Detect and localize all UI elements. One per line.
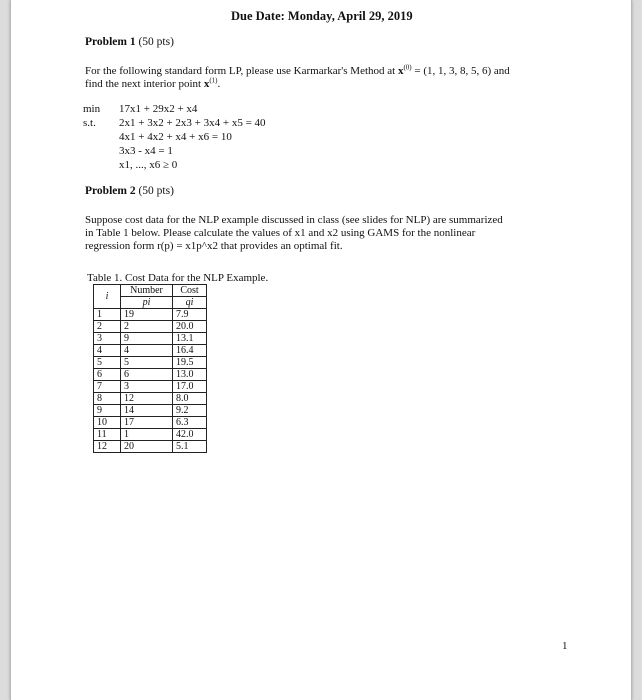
header-cost: Cost xyxy=(173,285,207,297)
problem-1-line-2 xyxy=(85,78,510,91)
row-cost-cell: 8.0 xyxy=(173,393,207,405)
row-cost-cell: 16.4 xyxy=(173,345,207,357)
row-index-cell: 6 xyxy=(94,369,121,381)
problem-1-points: (50 pts) xyxy=(138,36,174,48)
row-index-cell: 11 xyxy=(94,429,121,441)
problem-1-label: Problem 1 xyxy=(85,36,136,48)
problem-1-line-2-start: find the next interior point xyxy=(85,78,204,90)
lp-constraint: 4x1 + 4x2 + x4 + x6 = 10 xyxy=(119,131,232,143)
row-number-cell: 5 xyxy=(121,357,173,369)
page-number: 1 xyxy=(562,640,568,652)
row-number-cell: 6 xyxy=(121,369,173,381)
problem-2-points: (50 pts) xyxy=(138,185,174,197)
x0-superscript: (0) xyxy=(403,63,412,72)
table-row xyxy=(94,393,207,405)
row-cost-cell: 13.1 xyxy=(173,333,207,345)
header-number: Number xyxy=(121,285,173,297)
problem-2-line: in Table 1 below. Please calculate the values of x1 and x2 using GAMS for the nonlinear xyxy=(85,227,476,239)
row-index-cell: 2 xyxy=(94,321,121,333)
row-number-cell: 14 xyxy=(121,405,173,417)
subheader-p: pi xyxy=(121,297,173,309)
problem-1-line-1-end: = (1, 1, 3, 8, 5, 6) and xyxy=(411,65,510,77)
lp-constraint: 3x3 - x4 = 1 xyxy=(119,145,173,157)
table-row xyxy=(94,345,207,357)
document-page xyxy=(10,0,632,700)
table-row xyxy=(94,333,207,345)
row-index-cell: 1 xyxy=(94,309,121,321)
table-caption: Table 1. Cost Data for the NLP Example. xyxy=(87,272,269,284)
problem-1-line-2-end: . xyxy=(217,78,221,90)
table-row xyxy=(94,441,207,453)
row-cost-cell: 6.3 xyxy=(173,417,207,429)
x0-symbol: x xyxy=(397,65,404,77)
table-header-row xyxy=(94,285,207,297)
row-cost-cell: 9.2 xyxy=(173,405,207,417)
table-row xyxy=(94,369,207,381)
cost-data-table xyxy=(93,284,207,453)
row-number-cell: 12 xyxy=(121,393,173,405)
table-row xyxy=(94,381,207,393)
row-index-cell: 8 xyxy=(94,393,121,405)
header-i: i xyxy=(94,285,121,309)
problem-2-title xyxy=(85,185,174,197)
problem-1-line-1 xyxy=(85,65,510,78)
row-cost-cell: 17.0 xyxy=(173,381,207,393)
lp-constraint: 2x1 + 3x2 + 2x3 + 3x4 + x5 = 40 xyxy=(119,117,266,129)
lp-nonnegativity: x1, ..., x6 ≥ 0 xyxy=(119,159,178,171)
row-cost-cell: 19.5 xyxy=(173,357,207,369)
row-index-cell: 5 xyxy=(94,357,121,369)
row-cost-cell: 5.1 xyxy=(173,441,207,453)
table-body xyxy=(94,309,207,453)
row-number-cell: 17 xyxy=(121,417,173,429)
row-number-cell: 1 xyxy=(121,429,173,441)
lp-objective: 17x1 + 29x2 + x4 xyxy=(119,103,198,115)
row-number-cell: 19 xyxy=(121,309,173,321)
table-row xyxy=(94,357,207,369)
problem-2-line: regression form r(p) = x1p^x2 that provides an optimal fit. xyxy=(85,240,343,252)
row-index-cell: 9 xyxy=(94,405,121,417)
row-number-cell: 2 xyxy=(121,321,173,333)
row-number-cell: 20 xyxy=(121,441,173,453)
problem-1-text xyxy=(85,65,510,91)
x1-symbol: x xyxy=(203,78,210,90)
row-index-cell: 4 xyxy=(94,345,121,357)
row-index-cell: 12 xyxy=(94,441,121,453)
row-index-cell: 3 xyxy=(94,333,121,345)
row-index-cell: 10 xyxy=(94,417,121,429)
row-cost-cell: 20.0 xyxy=(173,321,207,333)
row-number-cell: 9 xyxy=(121,333,173,345)
table-row xyxy=(94,429,207,441)
table-row xyxy=(94,309,207,321)
lp-st-label: s.t. xyxy=(83,117,96,129)
row-cost-cell: 42.0 xyxy=(173,429,207,441)
subheader-q: qi xyxy=(173,297,207,309)
row-cost-cell: 7.9 xyxy=(173,309,207,321)
row-index-cell: 7 xyxy=(94,381,121,393)
x1-superscript: (1) xyxy=(209,76,218,85)
problem-1-line-1-start: For the following standard form LP, please use Karmarkar's Method at xyxy=(85,65,398,77)
table-row xyxy=(94,405,207,417)
table-row xyxy=(94,417,207,429)
lp-min-label: min xyxy=(83,103,101,115)
problem-1-title xyxy=(85,36,174,48)
table-row xyxy=(94,321,207,333)
problem-2-label: Problem 2 xyxy=(85,185,136,197)
row-number-cell: 3 xyxy=(121,381,173,393)
due-date-heading: Due Date: Monday, April 29, 2019 xyxy=(231,9,413,23)
problem-2-line: Suppose cost data for the NLP example discussed in class (see slides for NLP) are summarized xyxy=(85,214,503,226)
row-cost-cell: 13.0 xyxy=(173,369,207,381)
problem-2-text xyxy=(85,214,503,253)
row-number-cell: 4 xyxy=(121,345,173,357)
